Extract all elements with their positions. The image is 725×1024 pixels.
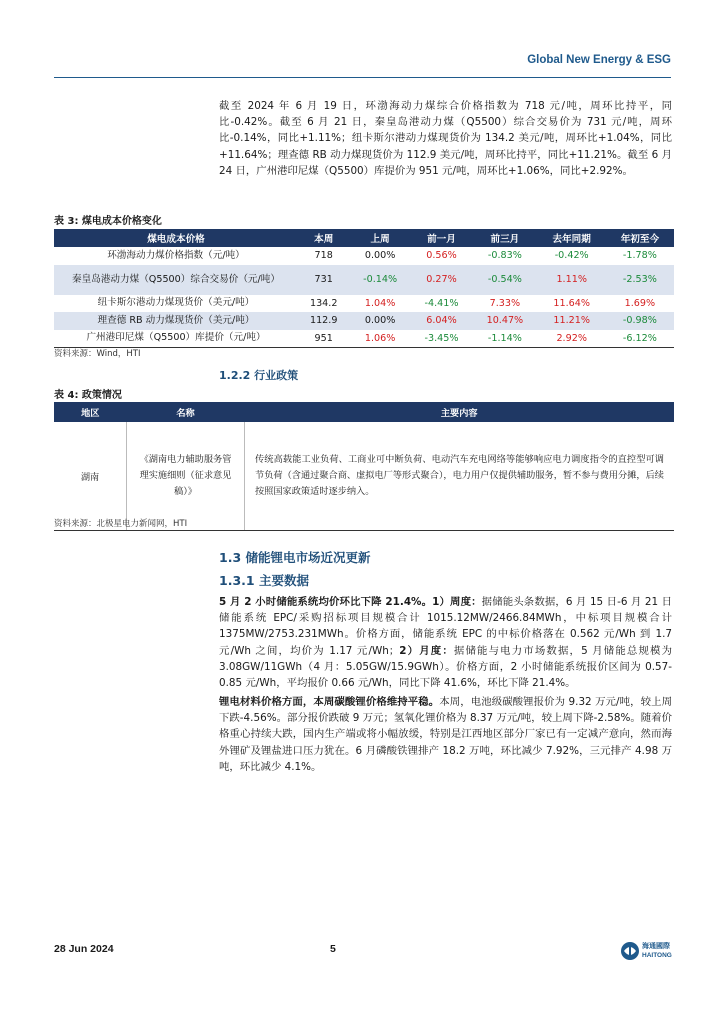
table-cell: 1.11% (538, 265, 606, 295)
logo-en-text: HAITONG (642, 952, 672, 959)
table-cell: -2.53% (606, 265, 674, 295)
logo-cn-text: 海通國際 (642, 942, 670, 950)
coal-cost-table (54, 229, 674, 348)
table-cell: 1.69% (624, 297, 656, 309)
table-header-row (54, 229, 674, 247)
table-cell-name: 秦皇岛港动力煤（Q5500）综合交易价（元/吨） (54, 265, 298, 295)
table-cell-name: 纽卡斯尔港动力煤现货价（美元/吨） (97, 297, 255, 309)
table-cell: -0.42% (554, 250, 589, 262)
lithium-text: 本周，电池级碳酸锂报价为 9.32 万元/吨，较上周下跌-4.56%。部分报价跌破 9 万元；氢氧化锂价格为 8.37 万元/吨，较上周下降-2.58%。随着价格重心持续大跌，国内生产端或将小幅放缓，特别是江西地区部分厂家已有一定减产意向，然而海外锂矿及锂盐进口压力犹在。6 月磷酸铁锂排产 18.2 万吨，环比减少 7.92%，三元排产 4.98 万吨，环比减少 4.1%。 (219, 696, 672, 773)
table-cell: -0.14% (349, 265, 410, 295)
table-row (54, 247, 674, 265)
table-cell: 11.64% (553, 297, 590, 309)
storage-bold-lead: 5 月 2 小时储能系统均价环比下降 21.4%。1）周度： (219, 596, 482, 608)
table-header-cell: 年初至今 (606, 229, 674, 247)
table-cell: 718 (314, 250, 333, 262)
table-cell: 2.92% (556, 332, 587, 344)
section-heading-1-3-1: 1.3.1 主要数据 (219, 573, 309, 588)
table-cell-name: 广州港印尼煤（Q5500）库提价（元/吨） (86, 332, 266, 344)
table-cell: 6.04% (411, 312, 472, 330)
table-cell: -1.78% (622, 250, 657, 262)
storage-paragraph (219, 594, 672, 691)
table-header-cell: 地区 (54, 402, 127, 422)
storage-weekly-text: 据储能头条数据，6 月 15 日-6 月 21 日储能系统 EPC/采购招标项目规模合计 1015.12MW/2466.84MWh，中标项目规模合计 1375MW/2753.231MWh。价格方面，储能系统 EPC 的中标价格落在 0.562 元/Wh 到 1.7 元/Wh 之间，均价为 1.17 元/Wh； (219, 596, 672, 657)
table-cell: 134.2 (309, 297, 338, 309)
table3-caption: 表 3: 煤电成本价格变化 (54, 216, 162, 227)
table-cell: 0.56% (426, 250, 457, 262)
table-row (54, 330, 674, 348)
table-header-cell: 主要内容 (245, 402, 675, 422)
table-row (54, 312, 674, 330)
intro-paragraph: 截至 2024 年 6 月 19 日，环渤海动力煤综合价格指数为 718 元/吨，周环比持平，同比-0.42%。截至 6 月 21 日，秦皇岛港动力煤（Q5500）综合交易价为 731 元/吨，周环比-0.14%，同比+1.11%；纽卡斯尔港动力煤现货价为 134.2 美元/吨，周环比+1.04%，同比+11.64%；理查德 RB 动力煤现货价为 112.9 美元/吨，周环比持平，同比+11.21%。截至 6 月 24 日，广州港印尼煤（Q5500）库提价为 951 元/吨，周环比+1.06%，同比+2.92%。 (219, 100, 672, 177)
storage-monthly-text: 据储能与电力市场数据，5 月储能总规模为 3.08GW/11GWh（4 月：5.05GW/15.9GWh）。价格方面，2 小时储能系统报价区间为 0.57-0.85 元/Wh，平均报价 0.66 元/Wh，同比下降 41.6%，环比下降 21.4%。 (219, 644, 672, 690)
lithium-bold-lead: 锂电材料价格方面，本周碳酸锂价格维持平稳。 (219, 696, 440, 708)
policy-region-cell: 湖南 (54, 422, 127, 531)
table-cell: 0.00% (349, 312, 410, 330)
section-heading-1-3: 1.3 储能锂电市场近况更新 (219, 550, 371, 565)
table4-source: 资料来源：北极星电力新闻网，HTI (54, 519, 188, 529)
table-cell: 951 (314, 332, 333, 344)
lithium-paragraph (219, 694, 672, 775)
table-row (54, 422, 674, 531)
table-cell-name: 理查德 RB 动力煤现货价（美元/吨） (54, 312, 298, 330)
table-cell: -0.83% (487, 250, 522, 262)
table-header-cell: 煤电成本价格 (54, 229, 298, 247)
storage-bold-monthly: 2）月度： (399, 644, 454, 657)
table-cell: 7.33% (489, 297, 521, 309)
policy-table (54, 402, 674, 531)
table-cell-name: 环渤海动力煤价格指数（元/吨） (107, 249, 245, 261)
table-header-cell: 本周 (298, 229, 349, 247)
haitong-logo (620, 938, 678, 964)
table-header-cell: 名称 (127, 402, 245, 422)
table-cell: 10.47% (472, 312, 537, 330)
table-header-cell: 上周 (349, 229, 410, 247)
section-heading-1-2-2: 1.2.2 行业政策 (219, 369, 299, 382)
table-cell: 112.9 (298, 312, 349, 330)
table-header-cell: 前一月 (411, 229, 472, 247)
header-rule (54, 77, 671, 78)
page-number: 5 (330, 943, 336, 955)
table-header-row (54, 402, 674, 422)
table3-source: 资料来源：Wind，HTI (54, 349, 141, 359)
table4-caption: 表 4: 政策情况 (54, 390, 122, 401)
table-header-cell: 前三月 (472, 229, 537, 247)
table-row (54, 295, 674, 313)
table-cell: 1.04% (364, 297, 396, 309)
footer-date: 28 Jun 2024 (54, 943, 114, 955)
table-cell: -1.14% (487, 332, 522, 344)
table-cell: 731 (298, 265, 349, 295)
table-header-cell: 去年同期 (538, 229, 606, 247)
table-cell: -0.98% (606, 312, 674, 330)
table-cell: -4.41% (424, 297, 459, 309)
policy-content-cell: 传统高载能工业负荷、工商业可中断负荷、电动汽车充电网络等能够响应电力调度指令的直控型可调节负荷（含通过聚合商、虚拟电厂等形式聚合），电力用户仅提供辅助服务，暂不参与费用分摊，后续按照国家政策适时逐步纳入。 (245, 422, 675, 531)
report-header-title: Global New Energy & ESG (527, 54, 671, 66)
table-row (54, 265, 674, 295)
table-cell: -3.45% (424, 332, 459, 344)
table-cell: 0.27% (411, 265, 472, 295)
policy-name-cell: 《湖南电力辅助服务管理实施细则（征求意见稿）》 (127, 422, 245, 531)
table-cell: 1.06% (364, 332, 396, 344)
table-cell: -6.12% (622, 332, 657, 344)
table-cell: 11.21% (538, 312, 606, 330)
table-cell: -0.54% (472, 265, 537, 295)
table-cell: 0.00% (364, 250, 396, 262)
